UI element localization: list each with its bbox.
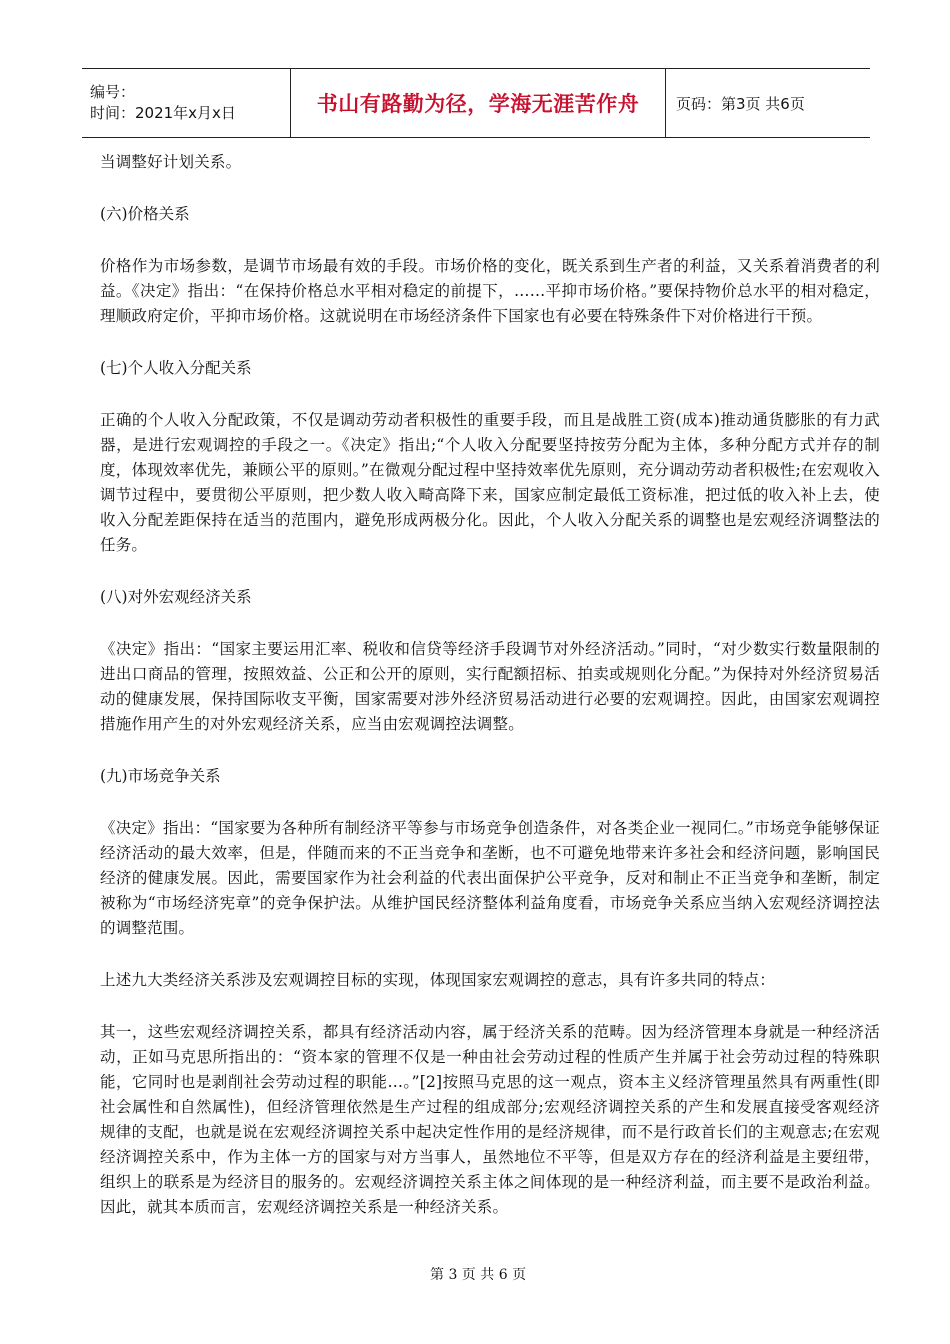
- page-footer: [0, 1264, 950, 1284]
- header-motto: 书山有路勤为径，学海无涯苦作舟: [316, 92, 640, 116]
- section-heading: (九)市场竞争关系: [100, 767, 221, 785]
- document-header: [82, 68, 870, 138]
- body-paragraph: 上述九大类经济关系涉及宏观调控目标的实现，体现国家宏观调控的意志，具有许多共同的特点：: [100, 971, 776, 989]
- section-heading: (七)个人收入分配关系: [100, 359, 252, 377]
- document-date-label: 时间：2021年x月x日: [90, 104, 236, 122]
- body-paragraph: 正确的个人收入分配政策，不仅是调动劳动者积极性的重要手段，而且是战胜工资(成本)推动通货膨胀的有力武器，是进行宏观调控的手段之一。《决定》指出;“个人收入分配要坚持按劳分配为主体，多种分配方式并存的制度，体现效率优先，兼顾公平的原则。”在微观分配过程中坚持效率优先原则，充分调动劳动者积极性;在宏观收入调节过程中，要贯彻公平原则，把少数人收入畸高降下来，国家应制定最低工资标准，把过低的收入补上去，使收入分配差距保持在适当的范围内，避免形成两极分化。因此，个人收入分配关系的调整也是宏观经济调整法的任务。: [100, 411, 880, 554]
- body-paragraph: 当调整好计划关系。: [100, 153, 242, 171]
- document-number-label: 编号：: [90, 83, 136, 101]
- footer-page-number: 第 3 页 共 6 页: [430, 1267, 527, 1283]
- header-page-cell: [666, 69, 870, 137]
- body-paragraph: 其一，这些宏观经济调控关系，都具有经济活动内容，属于经济关系的范畴。因为经济管理本身就是一种经济活动，正如马克思所指出的：“资本家的管理不仅是一种由社会劳动过程的性质产生并属于社会劳动过程的特殊职能，它同时也是剥削社会劳动过程的职能…。”[2]按照马克思的这一观点，资本主义经济管理虽然具有两重性(即社会属性和自然属性)，但经济管理依然是生产过程的组成部分;宏观经济调控关系的产生和发展直接受客观经济规律的支配，也就是说在宏观经济调控关系中起决定性作用的是经济规律，而不是行政首长们的主观意志;在宏观经济调控关系中，作为主体一方的国家与对方当事人，虽然地位不平等，但是双方存在的经济利益是主要纽带，组织上的联系是为经济目的服务的。宏观经济调控关系主体之间体现的是一种经济利益，而主要不是政治利益。因此，就其本质而言，宏观经济调控关系是一种经济关系。: [100, 1023, 880, 1216]
- header-page-label: 页码：第3页 共6页: [676, 94, 805, 113]
- body-paragraph: 《决定》指出：“国家要为各种所有制经济平等参与市场竞争创造条件，对各类企业一视同仁。”市场竞争能够保证经济活动的最大效率，但是，伴随而来的不正当竞争和垄断，也不可避免地带来许多社会和经济问题，影响国民经济的健康发展。因此，需要国家作为社会利益的代表出面保护公平竞争，反对和制止不正当竞争和垄断，制定被称为“市场经济宪章”的竞争保护法。从维护国民经济整体利益角度看，市场竞争关系应当纳入宏观经济调控法的调整范围。: [100, 819, 880, 937]
- body-paragraph: 价格作为市场参数，是调节市场最有效的手段。市场价格的变化，既关系到生产者的利益，又关系着消费者的利益。《决定》指出：“在保持价格总水平相对稳定的前提下，……平抑市场价格。”要保持物价总水平的相对稳定，理顺政府定价，平抑市场价格。这就说明在市场经济条件下国家也有必要在特殊条件下对价格进行干预。: [100, 257, 880, 325]
- section-heading: (八)对外宏观经济关系: [100, 588, 252, 606]
- body-paragraph: 《决定》指出：“国家主要运用汇率、税收和信贷等经济手段调节对外经济活动。”同时，“对少数实行数量限制的进出口商品的管理，按照效益、公正和公开的原则，实行配额招标、拍卖或规则化分配。”为保持对外经济贸易活动的健康发展，保持国际收支平衡，国家需要对涉外经济贸易活动进行必要的宏观调控。因此，由国家宏观调控措施作用产生的对外宏观经济关系，应当由宏观调控法调整。: [100, 640, 880, 733]
- header-left-cell: [82, 69, 290, 137]
- header-motto-cell: [290, 69, 666, 137]
- section-heading: (六)价格关系: [100, 205, 190, 223]
- document-body: [100, 150, 880, 1247]
